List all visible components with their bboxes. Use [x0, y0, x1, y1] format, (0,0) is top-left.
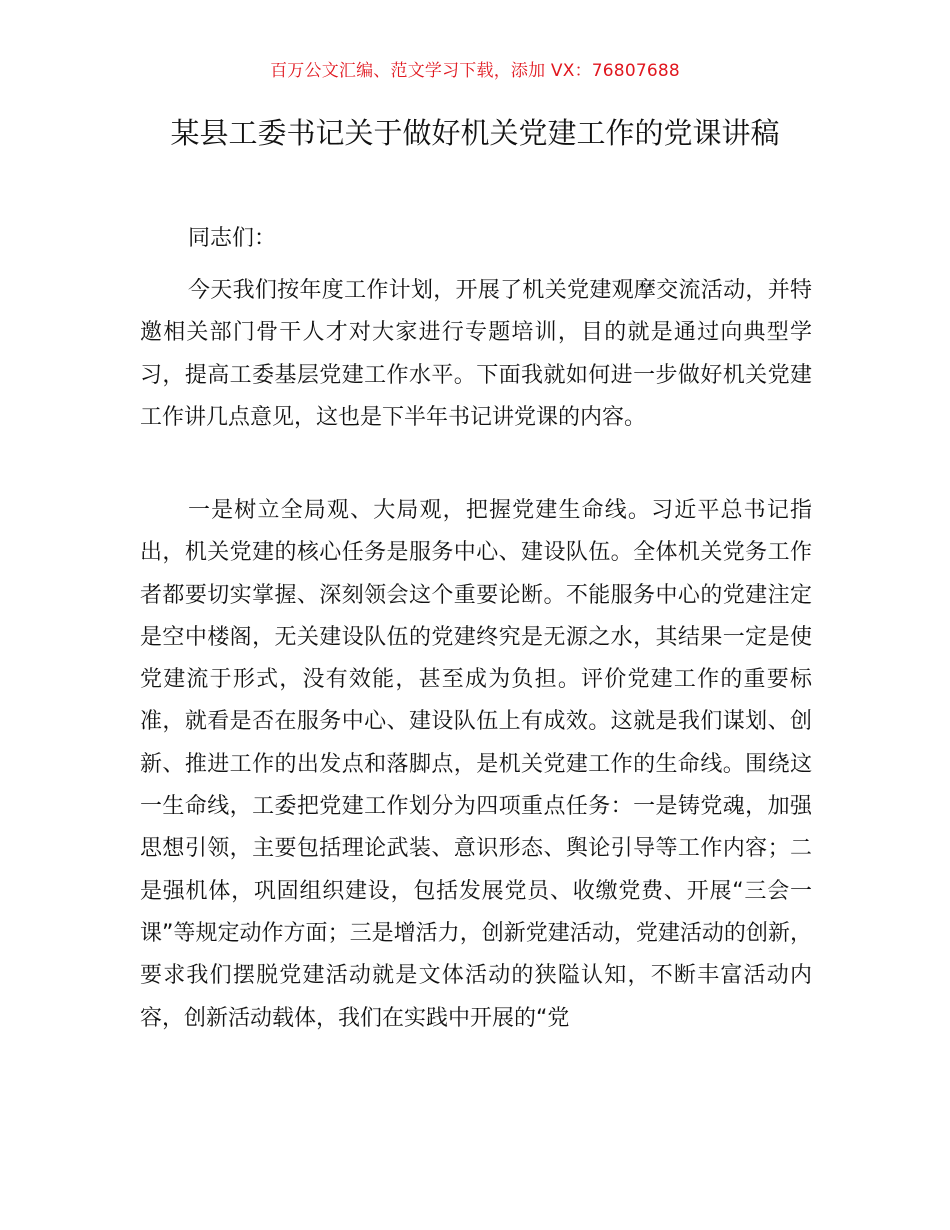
paragraph-point-one: [140, 490, 812, 1040]
document-title: 某县工委书记关于做好机关党建工作的党课讲稿: [170, 116, 780, 150]
greeting: 同志们：: [188, 226, 277, 251]
paragraph-intro: [140, 270, 812, 439]
watermark-banner: 百万公文汇编、范文学习下载，添加 VX：76807688: [270, 61, 680, 81]
paragraph-text: 今天我们按年度工作计划，开展了机关党建观摩交流活动，并特邀相关部门骨干人才对大家进行专题培训，目的就是通过向典型学习，提高工委基层党建工作水平。下面我就如何进一步做好机关党建工作讲几点意见，这也是下半年书记讲党课的内容。: [140, 278, 812, 430]
paragraph-text: 一是树立全局观、大局观，把握党建生命线。习近平总书记指出，机关党建的核心任务是服务中心、建设队伍。全体机关党务工作者都要切实掌握、深刻领会这个重要论断。不能服务中心的党建注定是空中楼阁，无关建设队伍的党建终究是无源之水，其结果一定是使党建流于形式，没有效能，甚至成为负担。评价党建工作的重要标准，就看是否在服务中心、建设队伍上有成效。这就是我们谋划、创新、推进工作的出发点和落脚点，是机关党建工作的生命线。围绕这一生命线，工委把党建工作划分为四项重点任务：一是铸党魂，加强思想引领，主要包括理论武装、意识形态、舆论引导等工作内容；二是强机体，巩固组织建设，包括发展党员、收缴党费、开展“三会一课”等规定动作方面；三是增活力，创新党建活动，党建活动的创新，要求我们摆脱党建活动就是文体活动的狭隘认知，不断丰富活动内容，创新活动载体，我们在实践中开展的“党: [140, 498, 812, 1031]
